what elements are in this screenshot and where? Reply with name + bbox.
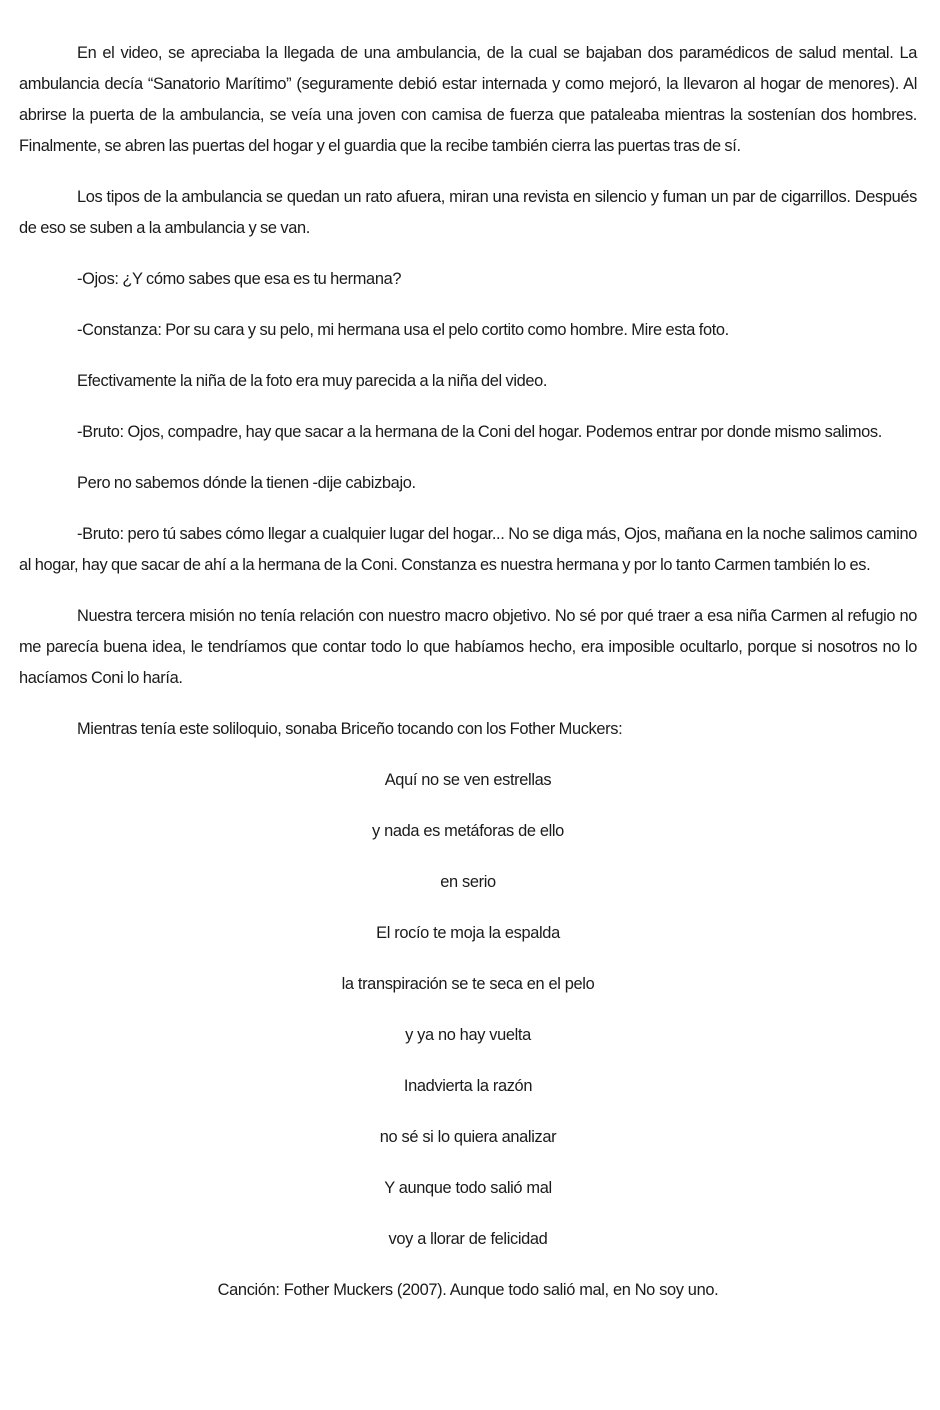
dialogue-ojos: -Ojos: ¿Y cómo sabes que esa es tu hermana? [77, 270, 402, 288]
lyric-line: en serio [440, 873, 496, 891]
dialogue-narrator: Pero no sabemos dónde la tienen -dije cabizbajo. [77, 474, 416, 492]
paragraph-ambulance-video: En el video, se apreciaba la llegada de una ambulancia, de la cual se bajaban dos paramédicos de salud mental. La ambulancia decía “Sanatorio Marítimo” (seguramente debió estar internada y como mejoró, la llevaron al hogar de menores). Al abrirse la puerta de la ambulancia, se veía una joven con camisa de fuerza que pataleaba mientras la sostenían dos hombres. Finalmente, se abren las puertas del hogar y el guardia que la recibe también cierra las puertas tras de sí. [19, 44, 917, 155]
dialogue-constanza: -Constanza: Por su cara y su pelo, mi hermana usa el pelo cortito como hombre. Mire esta foto. [77, 321, 729, 339]
dialogue-bruto-2: -Bruto: pero tú sabes cómo llegar a cualquier lugar del hogar... No se diga más, Ojos, mañana en la noche salimos camino al hogar, hay que sacar de ahí a la hermana de la Coni. Constanza es nuestra hermana y por lo tanto Carmen también lo es. [19, 525, 917, 574]
lyric-line: voy a llorar de felicidad [388, 1230, 548, 1248]
lyric-line: la transpiración se te seca en el pelo [341, 975, 595, 993]
dialogue-bruto-1: -Bruto: Ojos, compadre, hay que sacar a la hermana de la Coni del hogar. Podemos entrar por donde mismo salimos. [77, 423, 882, 441]
song-lyrics [19, 765, 917, 1255]
lyric-line: Y aunque todo salió mal [384, 1179, 552, 1197]
paragraph-soliloquy: Mientras tenía este soliloquio, sonaba Briceño tocando con los Fother Muckers: [77, 720, 623, 738]
paragraph-third-mission: Nuestra tercera misión no tenía relación con nuestro macro objetivo. No sé por qué traer a esa niña Carmen al refugio no me parecía buena idea, le tendríamos que contar todo lo que habíamos hecho, era imposible ocultarlo, porque si nosotros no lo hacíamos Coni lo haría. [19, 607, 917, 687]
song-citation: Canción: Fother Muckers (2007). Aunque todo salió mal, en No soy uno. [217, 1281, 719, 1299]
paragraph-ambulance-leaves: Los tipos de la ambulancia se quedan un rato afuera, miran una revista en silencio y fuman un par de cigarrillos. Después de eso se suben a la ambulancia y se van. [19, 188, 917, 237]
document-page [19, 38, 917, 1306]
lyric-line: y ya no hay vuelta [405, 1026, 531, 1044]
lyric-line: Aquí no se ven estrellas [384, 771, 552, 789]
lyric-line: no sé si lo quiera analizar [379, 1128, 557, 1146]
lyric-line: El rocío te moja la espalda [376, 924, 560, 942]
lyric-line: y nada es metáforas de ello [372, 822, 564, 840]
paragraph-photo: Efectivamente la niña de la foto era muy parecida a la niña del video. [77, 372, 548, 390]
lyric-line: Inadvierta la razón [403, 1077, 533, 1095]
